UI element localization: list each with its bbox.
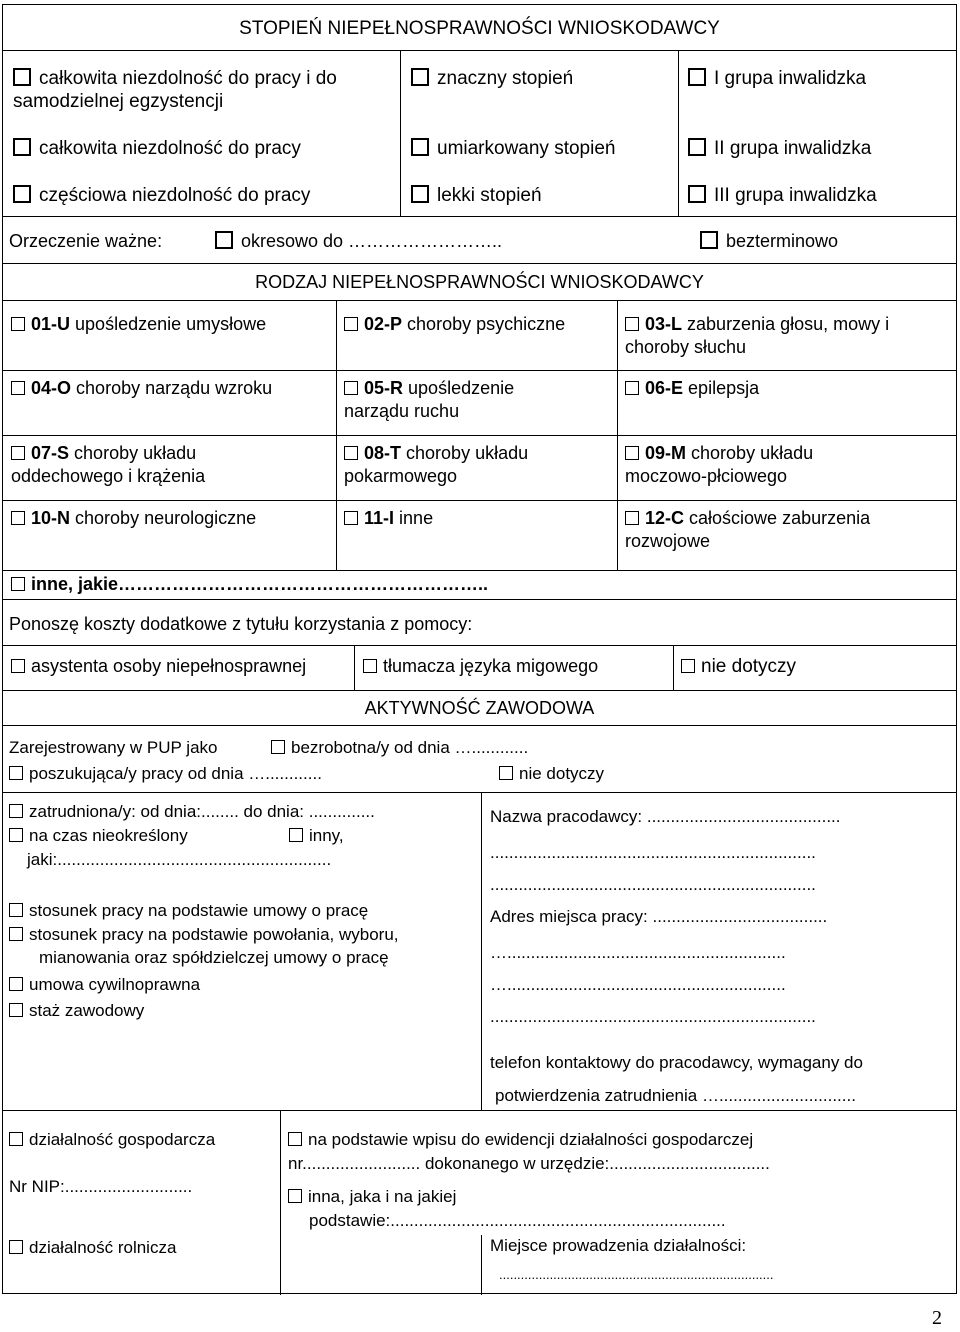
type-02[interactable]: 02-P choroby psychiczne (344, 313, 614, 336)
checkbox-icon[interactable] (9, 804, 23, 818)
business-activity[interactable]: działalność gospodarcza (9, 1128, 215, 1151)
type-06[interactable]: 06-E epilepsja (625, 377, 945, 400)
checkbox-icon[interactable] (688, 185, 706, 203)
business-registry-nr: nr......................... dokonanego w urzędzie:.................................. (288, 1154, 770, 1173)
checkbox-icon[interactable] (11, 659, 25, 673)
checkbox-icon[interactable] (700, 231, 718, 249)
option-valid-indefinite[interactable]: bezterminowo (700, 230, 838, 253)
business-registry[interactable]: na podstawie wpisu do ewidencji działalności gospodarczej (288, 1128, 753, 1151)
checkbox-icon[interactable] (499, 766, 513, 780)
checkbox-icon[interactable] (9, 828, 23, 842)
checkbox-icon[interactable] (13, 138, 31, 156)
type-04[interactable]: 04-O choroby narządu wzroku (11, 377, 331, 400)
checkbox-icon[interactable] (688, 138, 706, 156)
type-07[interactable]: 07-S choroby układu oddechowego i krążenia (11, 443, 206, 486)
checkbox-icon[interactable] (13, 185, 31, 203)
costs-label: Ponoszę koszty dodatkowe z tytułu korzystania z pomocy: (9, 614, 473, 634)
employer-line-2: ..................................................................... (490, 875, 816, 894)
option-total-incapacity[interactable]: całkowita niezdolność do pracy (13, 137, 301, 160)
business-nip: Nr NIP:........................... (9, 1177, 193, 1196)
contract-internship[interactable]: staż zawodowy (9, 999, 144, 1022)
checkbox-icon[interactable] (9, 977, 23, 991)
contract-employment[interactable]: stosunek pracy na podstawie umowy o pracę (9, 899, 368, 922)
checkbox-icon[interactable] (11, 511, 25, 525)
contract-appointment-cont: mianowania oraz spółdzielczej umowy o pracę (39, 948, 389, 967)
checkbox-icon[interactable] (288, 1189, 302, 1203)
checkbox-icon[interactable] (625, 511, 639, 525)
option-group-3[interactable]: III grupa inwalidzka (688, 184, 877, 207)
type-01[interactable]: 01-U upośledzenie umysłowe (11, 313, 331, 336)
checkbox-icon[interactable] (9, 903, 23, 917)
employment-other[interactable]: inny, (289, 824, 344, 847)
employment-indefinite[interactable]: na czas nieokreślony (9, 824, 188, 847)
option-group-1[interactable]: I grupa inwalidzka (688, 67, 866, 90)
option-group-2[interactable]: II grupa inwalidzka (688, 137, 871, 160)
degree-header: STOPIEŃ NIEPEŁNOSPRAWNOŚCI WNIOSKODAWCY (239, 18, 720, 39)
checkbox-icon[interactable] (411, 185, 429, 203)
checkbox-icon[interactable] (411, 138, 429, 156)
type-09[interactable]: 09-M choroby układu moczowo-płciowego (625, 443, 814, 486)
business-place-label: Miejsce prowadzenia działalności: (490, 1236, 747, 1255)
business-other-basis[interactable]: inna, jaka i na jakiej (288, 1185, 456, 1208)
checkbox-icon[interactable] (344, 446, 358, 460)
type-11[interactable]: 11-I inne (344, 507, 614, 530)
checkbox-icon[interactable] (288, 1132, 302, 1146)
cost-not-applicable[interactable]: nie dotyczy (681, 655, 796, 678)
type-03[interactable]: 03-L zaburzenia głosu, mowy i choroby słuchu (625, 314, 890, 357)
type-header: RODZAJ NIEPEŁNOSPRAWNOŚCI WNIOSKODAWCY (255, 272, 704, 292)
checkbox-icon[interactable] (9, 1132, 23, 1146)
option-partial-incapacity[interactable]: częściowa niezdolność do pracy (13, 184, 310, 207)
checkbox-icon[interactable] (215, 231, 233, 249)
option-valid-until[interactable]: okresowo do …………………….. (215, 230, 502, 253)
registered-label: Zarejestrowany w PUP jako (9, 738, 218, 757)
checkbox-icon[interactable] (11, 446, 25, 460)
address-line-3: ..................................................................... (490, 1007, 816, 1026)
checkbox-icon[interactable] (625, 446, 639, 460)
employment-header: AKTYWNOŚĆ ZAWODOWA (364, 698, 595, 718)
option-light-degree[interactable]: lekki stopień (411, 184, 542, 207)
checkbox-icon[interactable] (344, 511, 358, 525)
checkbox-icon[interactable] (688, 68, 706, 86)
page-number: 2 (932, 1307, 942, 1329)
checkbox-icon[interactable] (9, 927, 23, 941)
status-unemployed[interactable]: bezrobotna/y od dnia …............ (271, 736, 528, 759)
type-12[interactable]: 12-C całościowe zaburzenia rozwojowe (625, 508, 871, 551)
checkbox-icon[interactable] (11, 381, 25, 395)
business-place-dots: ............................................................................ (499, 1267, 774, 1282)
employed-dates[interactable]: zatrudniona/y: od dnia:........ do dnia: .............. (9, 800, 375, 823)
cost-sign-interpreter[interactable]: tłumacza języka migowego (363, 655, 598, 678)
workplace-address: Adres miejsca pracy: ..................................... (490, 907, 828, 926)
cost-assistant[interactable]: asystenta osoby niepełnosprawnej (11, 655, 306, 678)
type-10[interactable]: 10-N choroby neurologiczne (11, 507, 331, 530)
checkbox-icon[interactable] (9, 1240, 23, 1254)
employer-phone-2: potwierdzenia zatrudnienia …............................. (495, 1086, 856, 1105)
type-other[interactable]: inne, jakie…………………………………………………….. (11, 573, 488, 596)
contract-civil[interactable]: umowa cywilnoprawna (9, 973, 200, 996)
status-job-seeker[interactable]: poszukująca/y pracy od dnia …............ (9, 762, 322, 785)
checkbox-icon[interactable] (13, 68, 31, 86)
address-line-1: …........................................................... (490, 943, 786, 962)
type-08[interactable]: 08-T choroby układu pokarmowego (344, 443, 529, 486)
checkbox-icon[interactable] (363, 659, 377, 673)
checkbox-icon[interactable] (11, 577, 25, 591)
checkbox-icon[interactable] (9, 1003, 23, 1017)
business-other-basis-2: podstawie:....................................................................... (309, 1211, 726, 1230)
employer-name: Nazwa pracodawcy: ......................................... (490, 807, 841, 826)
address-line-2: …........................................................... (490, 975, 786, 994)
status-not-applicable[interactable]: nie dotyczy (499, 762, 604, 785)
checkbox-icon[interactable] (411, 68, 429, 86)
checkbox-icon[interactable] (681, 659, 695, 673)
checkbox-icon[interactable] (289, 828, 303, 842)
checkbox-icon[interactable] (9, 766, 23, 780)
checkbox-icon[interactable] (344, 381, 358, 395)
option-moderate-degree[interactable]: umiarkowany stopień (411, 137, 615, 160)
checkbox-icon[interactable] (344, 317, 358, 331)
employer-phone-1: telefon kontaktowy do pracodawcy, wymagany do (490, 1053, 863, 1072)
application-form (2, 4, 957, 1294)
contract-appointment[interactable]: stosunek pracy na podstawie powołania, wyboru, (9, 923, 399, 946)
agricultural-activity[interactable]: działalność rolnicza (9, 1236, 176, 1259)
option-total-incapacity-independence[interactable]: całkowita niezdolność do pracy i do samodzielnej egzystencji (13, 68, 337, 112)
checkbox-icon[interactable] (625, 381, 639, 395)
employment-other-which: jaki:.......................................................... (27, 850, 332, 869)
employer-line-1: ..................................................................... (490, 843, 816, 862)
checkbox-icon[interactable] (11, 317, 25, 331)
checkbox-icon[interactable] (271, 740, 285, 754)
validity-label: Orzeczenie ważne: (9, 231, 163, 251)
checkbox-icon[interactable] (625, 317, 639, 331)
option-significant-degree[interactable]: znaczny stopień (411, 67, 573, 90)
type-05[interactable]: 05-R upośledzenie narządu ruchu (344, 378, 515, 421)
